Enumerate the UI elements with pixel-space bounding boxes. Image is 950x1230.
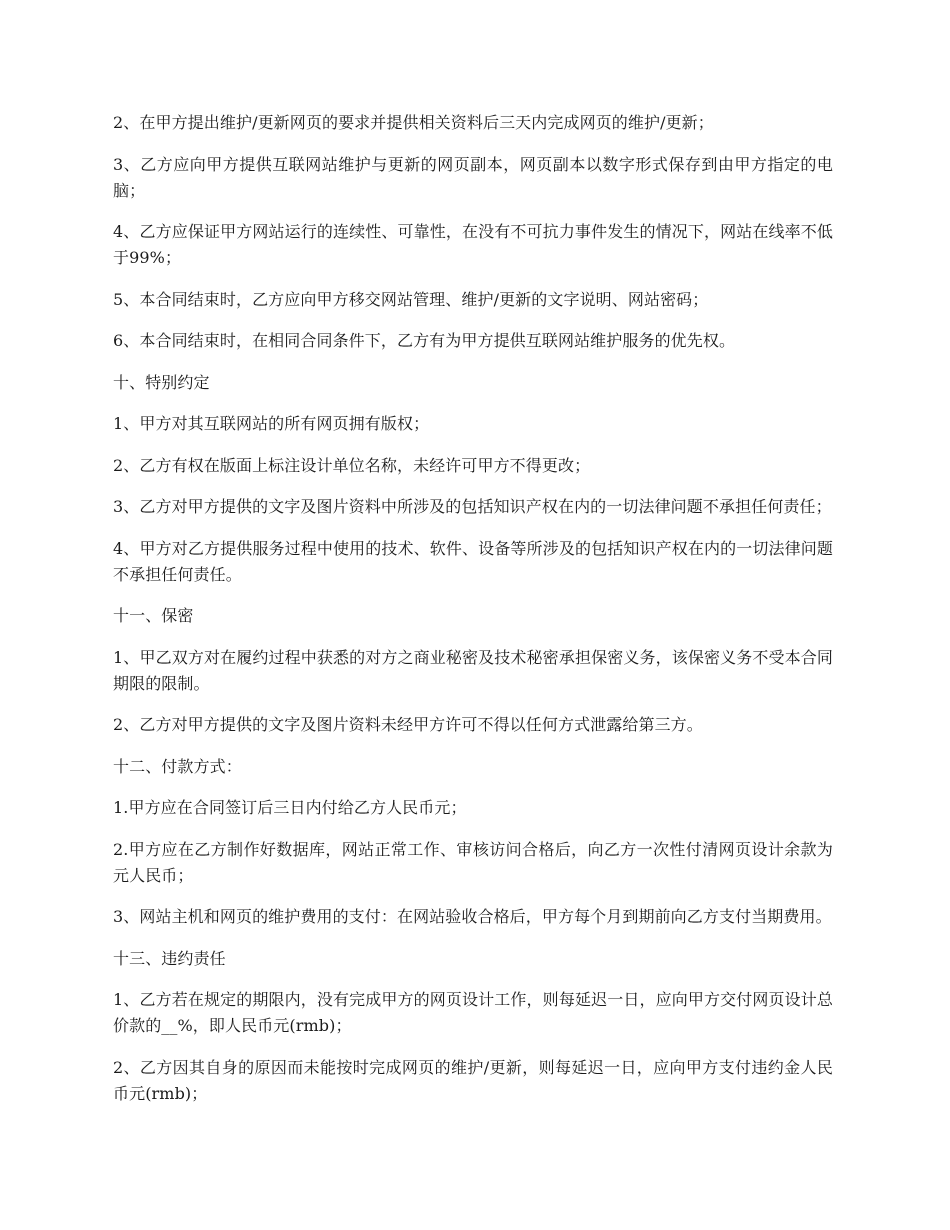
section-heading-payment: 十二、付款方式： bbox=[113, 756, 242, 776]
clause-9-item-5: 5、本合同结束时，乙方应向甲方移交网站管理、维护/更新的文字说明、网站密码； bbox=[113, 289, 709, 309]
clause-10-item-2: 2、乙方有权在版面上标注设计单位名称，未经许可甲方不得更改； bbox=[113, 455, 591, 475]
clause-10-item-4: 4、甲方对乙方提供服务过程中使用的技术、软件、设备等所涉及的包括知识产权在内的一切法律问题不承担任何责任。 bbox=[113, 538, 833, 584]
clause-12-item-3: 3、网站主机和网页的维护费用的支付：在网站验收合格后，甲方每个月到期前向乙方支付当期费用。 bbox=[113, 907, 832, 926]
section-heading-liability: 十三、违约责任 bbox=[113, 948, 226, 968]
section-heading-confidentiality: 十一、保密 bbox=[113, 606, 194, 625]
clause-9-item-4: 4、乙方应保证甲方网站运行的连续性、可靠性，在没有不可抗力事件发生的情况下，网站在线率不低于99%； bbox=[113, 222, 833, 267]
clause-10-item-3: 3、乙方对甲方提供的文字及图片资料中所涉及的包括知识产权在内的一切法律问题不承担任何责任； bbox=[113, 497, 832, 516]
clause-9-item-3: 3、乙方应向甲方提供互联网站维护与更新的网页副本，网页副本以数字形式保存到由甲方指定的电脑； bbox=[113, 154, 833, 200]
clause-9-item-2: 2、在甲方提出维护/更新网页的要求并提供相关资料后三天内完成网页的维护/更新； bbox=[113, 113, 714, 132]
clause-9-item-6: 6、本合同结束时，在相同合同条件下，乙方有为甲方提供互联网站维护服务的优先权。 bbox=[113, 331, 736, 350]
document-body bbox=[113, 110, 833, 1122]
section-heading-special-agreement: 十、特别约定 bbox=[113, 372, 210, 392]
clause-13-item-2: 2、乙方因其自身的原因而未能按时完成网页的维护/更新，则每延迟一日，应向甲方支付违约金人民币元(rmb)； bbox=[113, 1057, 833, 1103]
clause-13-item-1: 1、乙方若在规定的期限内，没有完成甲方的网页设计工作，则每延迟一日，应向甲方交付网页设计总价款的__%，即人民币元(rmb)； bbox=[113, 990, 833, 1035]
clause-11-item-1: 1、甲乙双方对在履约过程中获悉的对方之商业秘密及技术秘密承担保密义务，该保密义务不受本合同期限的限制。 bbox=[113, 647, 833, 693]
clause-12-item-1: 1.甲方应在合同签订后三日内付给乙方人民币元； bbox=[113, 798, 467, 817]
clause-12-item-2: 2.甲方应在乙方制作好数据库，网站正常工作、审核访问合格后，向乙方一次性付清网页设计余款为元人民币； bbox=[113, 839, 833, 885]
clause-10-item-1: 1、甲方对其互联网站的所有网页拥有版权； bbox=[113, 414, 430, 433]
clause-11-item-2: 2、乙方对甲方提供的文字及图片资料未经甲方许可不得以任何方式泄露给第三方。 bbox=[113, 715, 703, 734]
